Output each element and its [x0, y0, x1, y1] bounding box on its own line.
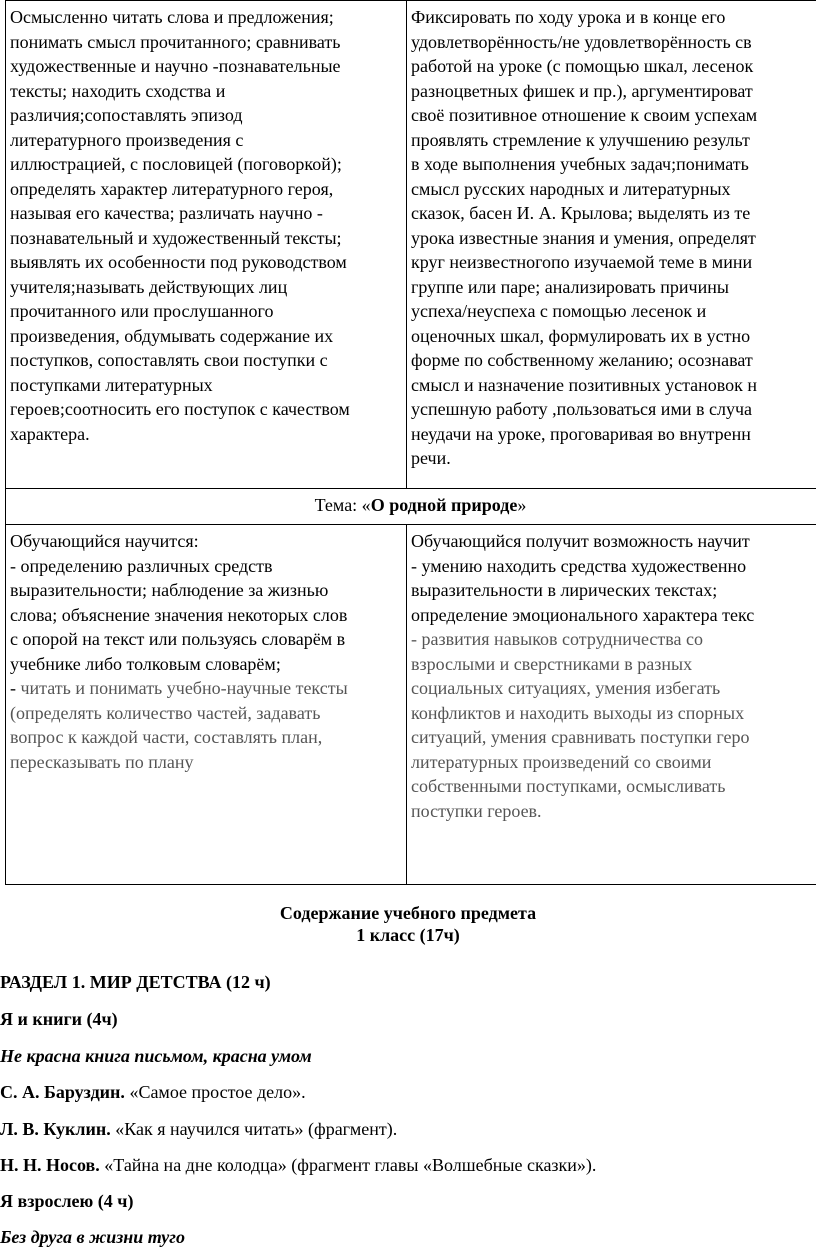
theme-suffix: »	[517, 495, 527, 515]
text-line: понимать смысл прочитанного; сравнивать	[10, 31, 341, 52]
text-line: Осмысленно читать слова и предложения;	[10, 7, 334, 27]
subsection-title-text: Я взрослею (4 ч)	[0, 1191, 134, 1211]
text-line: работой на уроке (с помощью шкал, лесенок	[411, 56, 754, 76]
text-line: художественные и научно -познавательные	[10, 56, 341, 76]
text-line: урока известные знания и умения, определят	[411, 227, 756, 248]
text-line: Обучающийся получит возможность научит	[411, 531, 750, 551]
subsection-title	[0, 1008, 118, 1030]
subject-outcomes-cell	[6, 1, 407, 489]
text-line: смысл русских народных и литературных	[411, 178, 731, 199]
text-line: иллюстрацией, с пословицей (поговоркой);	[10, 154, 342, 174]
learner-opportunity-cell	[407, 525, 816, 885]
section-title	[0, 971, 271, 993]
subsection-title-text: Я и книги (4ч)	[0, 1009, 118, 1029]
text-line: учителя;называть действующих лиц	[10, 276, 288, 297]
text-line: поступки героев.	[411, 800, 542, 821]
text-line: литературных произведений со своими	[411, 751, 712, 772]
text-line: неудачи на уроке, проговаривая во внутренн	[411, 423, 751, 444]
text-line: конфликтов и находить выходы из спорных	[411, 702, 745, 723]
text-line: - определению различных средств	[10, 555, 273, 576]
motto: Не красна книга письмом, красна умом	[0, 1046, 312, 1066]
text-line: успешную работу ,пользоваться ими в случа	[411, 399, 752, 419]
text-line: форме по собственному желанию; осознават	[411, 350, 753, 370]
text-line: учебнике либо толковым словарём;	[10, 653, 281, 674]
text-line: различия;сопоставлять эпизод	[10, 105, 243, 125]
text-line: определять характер литературного героя,	[10, 178, 334, 199]
text-line: пересказывать по плану	[10, 751, 194, 772]
text-line: тексты; находить сходства и	[10, 80, 226, 101]
text-line: героев;соотносить его поступок с качеством	[10, 399, 350, 419]
content-heading: Содержание учебного предмета	[279, 903, 537, 923]
text-line: речи.	[411, 448, 451, 468]
text-line: определение эмоционального характера текс	[411, 604, 755, 625]
motto: Без друга в жизни туго	[0, 1227, 185, 1247]
list-item	[0, 1081, 306, 1103]
text-line: круг неизвестногопо изучаемой теме в мини	[411, 252, 753, 272]
text-line: успеха/неуспеха с помощью лесенок и	[411, 301, 707, 321]
text-line: называя его качества; различать научно -	[10, 203, 323, 223]
work-title: «Самое простое дело».	[124, 1082, 306, 1102]
text-line: проявлять стремление к улучшению результ	[411, 129, 750, 150]
text-line: (определять количество частей, задавать	[10, 702, 321, 723]
theme-title: О родной природе	[370, 495, 518, 515]
text-line: с опорой на текст или пользуясь словарём в	[10, 629, 346, 649]
table-row	[6, 525, 816, 885]
text-line: социальных ситуациях, умения избегать	[411, 678, 721, 698]
text-line: взрослыми и сверстниками в разных	[411, 653, 693, 674]
text-line: сказок, басен И. А. Крылова; выделять из те	[411, 203, 751, 223]
class-heading: 1 класс (17ч)	[356, 925, 460, 945]
text-line: собственными поступками, осмысливать	[411, 776, 726, 796]
text-line: литературного произведения с	[10, 129, 244, 150]
text-line: выразительности; наблюдение за жизнью	[10, 580, 329, 600]
work-author: Н. Н. Носов.	[0, 1155, 100, 1175]
gray-text: читать и понимать учебно-научные тексты	[20, 678, 348, 698]
text-line: своё позитивное отношение к своим успехам	[411, 105, 758, 125]
learner-will-learn-cell	[6, 525, 407, 885]
text-line: смысл и назначение позитивных установок н	[411, 374, 758, 395]
list-item	[0, 1154, 596, 1176]
subsection-title	[0, 1190, 133, 1212]
text-line: Обучающийся научится:	[10, 531, 199, 551]
list-dash: -	[10, 678, 21, 698]
text-line: выразительности в лирических текстах;	[411, 580, 718, 600]
text-line	[10, 676, 402, 701]
text-line: выявлять их особенности под руководством	[10, 252, 347, 272]
text-line: поступками литературных	[10, 374, 213, 395]
text-line: группе или паре; анализировать причины	[411, 276, 729, 297]
theme-prefix: Тема: «	[314, 495, 371, 515]
text-line: вопрос к каждой части, составлять план,	[10, 727, 323, 747]
text-line: Фиксировать по ходу урока и в конце его	[411, 7, 726, 27]
text-line: - развития навыков сотрудничества со	[411, 629, 704, 649]
work-title: «Как я научился читать» (фрагмент).	[110, 1119, 398, 1139]
text-line: в ходе выполнения учебных задач;понимать	[411, 154, 749, 174]
personal-outcomes-cell	[407, 1, 816, 489]
text-line: оценочных шкал, формулировать их в устно	[411, 325, 751, 346]
text-line: познавательный и художественный тексты;	[10, 227, 342, 248]
section-title-text: РАЗДЕЛ 1. МИР ДЕТСТВА (12 ч)	[0, 972, 271, 992]
work-title: «Тайна на дне колодца» (фрагмент главы «Волшебные сказки»).	[99, 1155, 597, 1175]
outcomes-table	[5, 0, 816, 885]
theme-row	[6, 489, 816, 525]
theme-cell	[6, 489, 816, 525]
text-line: поступков, сопоставлять свои поступки с	[10, 350, 328, 370]
list-item	[0, 1118, 397, 1140]
work-author: С. А. Баруздин.	[0, 1082, 125, 1102]
text-line: ситуаций, умения сравнивать поступки геро	[411, 727, 750, 747]
text-line: разноцветных фишек и пр.), аргументироват	[411, 80, 753, 101]
text-line: удовлетворённость/не удовлетворённость св	[411, 31, 752, 52]
text-line: прочитанного или прослушанного	[10, 301, 274, 321]
text-line: произведения, обдумывать содержание их	[10, 325, 334, 346]
table-row	[6, 1, 816, 489]
text-line: - умению находить средства художественно	[411, 555, 747, 576]
text-line: характера.	[10, 423, 90, 444]
work-author: Л. В. Куклин.	[0, 1119, 111, 1139]
text-line: слова; объяснение значения некоторых слов	[10, 604, 348, 625]
